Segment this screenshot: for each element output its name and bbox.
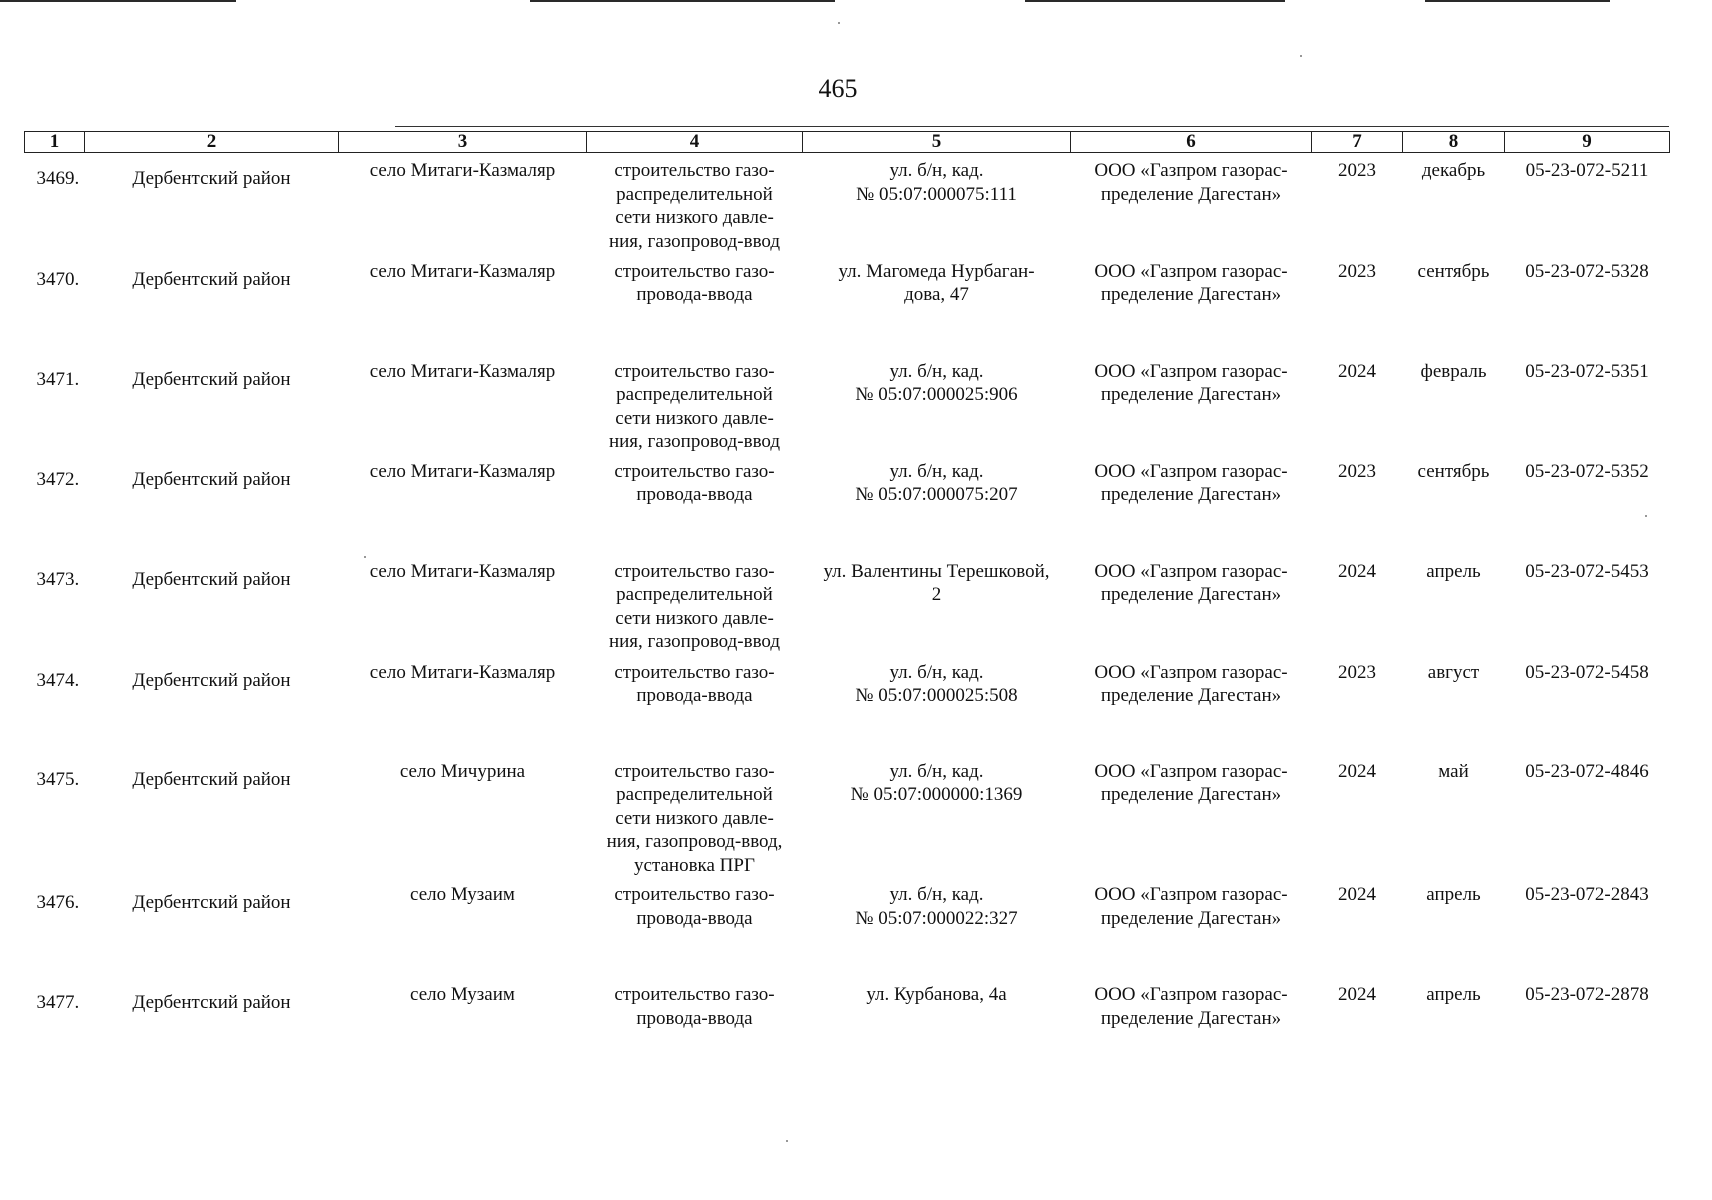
column-header-2: 2	[85, 132, 339, 153]
cell-work-type: строительство газо- распределительной сети низкого давле- ния, газопровод-ввод	[608, 160, 781, 252]
cell-row-number: 3476.	[36, 892, 80, 914]
table-row	[25, 977, 1670, 1077]
cell-row-number: 3475.	[36, 768, 80, 790]
column-header-5: 5	[803, 132, 1071, 153]
cell-organization: ООО «Газпром газорас- пределение Дагестан»	[1094, 760, 1288, 806]
cell-organization: ООО «Газпром газорас- пределение Дагестан»	[1094, 160, 1288, 205]
cell-work-type: строительство газо- провода-ввода	[614, 460, 775, 506]
table-row	[25, 354, 1670, 454]
scan-edge-line	[1425, 0, 1610, 2]
scan-speck	[786, 1140, 788, 1142]
cell-month: сентябрь	[1417, 460, 1490, 482]
column-header-8: 8	[1403, 132, 1505, 153]
cell-month: апрель	[1426, 984, 1481, 1006]
cell-address: ул. Валентины Терешковой, 2	[823, 560, 1050, 606]
cell-work-type: строительство газо- распределительной сети низкого давле- ния, газопровод-ввод	[608, 360, 781, 453]
scan-speck	[364, 556, 366, 558]
column-header-9: 9	[1505, 132, 1670, 153]
cell-code: 05-23-072-2878	[1525, 984, 1649, 1006]
cell-address: ул. Курбанова, 4а	[866, 984, 1007, 1006]
cell-code: 05-23-072-5453	[1525, 560, 1649, 582]
cell-address: ул. б/н, кад. № 05:07:000075:111	[856, 160, 1017, 205]
table-row	[25, 153, 1670, 254]
cell-organization: ООО «Газпром газорас- пределение Дагестан»	[1094, 460, 1288, 506]
cell-address: ул. Магомеда Нурбаган- дова, 47	[838, 260, 1035, 306]
cell-year: 2023	[1338, 260, 1376, 282]
cell-row-number: 3472.	[36, 468, 80, 490]
cell-row-number: 3474.	[36, 669, 80, 691]
cell-address: ул. б/н, кад. № 05:07:000000:1369	[850, 760, 1023, 806]
cell-settlement: село Музаим	[410, 884, 515, 906]
cell-row-number: 3470.	[36, 268, 80, 290]
scan-edge-line	[0, 0, 236, 2]
cell-district: Дербентский район	[132, 892, 291, 914]
column-header-4: 4	[587, 132, 803, 153]
header-top-rule	[395, 126, 1669, 127]
cell-work-type: строительство газо- провода-ввода	[614, 984, 775, 1029]
cell-month: август	[1427, 661, 1480, 683]
scan-edge-line	[1025, 0, 1285, 2]
cell-settlement: село Музаим	[410, 984, 515, 1006]
cell-organization: ООО «Газпром газорас- пределение Дагестан»	[1094, 260, 1288, 306]
cell-row-number: 3469.	[36, 168, 80, 189]
cell-district: Дербентский район	[132, 368, 291, 390]
cell-address: ул. б/н, кад. № 05:07:000025:906	[855, 360, 1018, 406]
cell-settlement: село Мичурина	[399, 760, 526, 782]
cell-work-type: строительство газо- провода-ввода	[614, 661, 775, 707]
cell-year: 2024	[1338, 884, 1376, 906]
cell-settlement: село Митаги-Казмаляр	[369, 260, 556, 282]
cell-settlement: село Митаги-Казмаляр	[369, 661, 556, 683]
scan-speck	[838, 22, 840, 24]
cell-year: 2024	[1338, 984, 1376, 1006]
cell-organization: ООО «Газпром газорас- пределение Дагестан»	[1094, 560, 1288, 606]
cell-code: 05-23-072-5211	[1525, 160, 1649, 181]
page-number: 465	[818, 74, 858, 103]
cell-month: февраль	[1420, 360, 1487, 382]
column-header-1: 1	[25, 132, 85, 153]
table-row	[25, 877, 1670, 977]
cell-settlement: село Митаги-Казмаляр	[369, 460, 556, 482]
cell-year: 2023	[1338, 160, 1376, 181]
cell-year: 2024	[1338, 760, 1376, 782]
table-row	[25, 554, 1670, 655]
cell-district: Дербентский район	[132, 992, 291, 1014]
scan-speck	[1300, 55, 1302, 57]
cell-organization: ООО «Газпром газорас- пределение Дагестан»	[1094, 360, 1288, 406]
cell-settlement: село Митаги-Казмаляр	[369, 160, 556, 181]
cell-code: 05-23-072-5352	[1525, 460, 1649, 482]
scan-edge-line	[530, 0, 835, 2]
column-header-6: 6	[1071, 132, 1312, 153]
cell-address: ул. б/н, кад. № 05:07:000022:327	[855, 884, 1018, 929]
cell-code: 05-23-072-4846	[1525, 760, 1649, 782]
cell-month: декабрь	[1421, 160, 1486, 181]
header-row	[25, 132, 1670, 153]
cell-district: Дербентский район	[132, 268, 291, 290]
cell-row-number: 3473.	[36, 568, 80, 590]
cell-year: 2023	[1338, 661, 1376, 683]
cell-district: Дербентский район	[132, 168, 291, 189]
cell-work-type: строительство газо- провода-ввода	[614, 260, 775, 306]
data-table	[24, 131, 1670, 1077]
cell-organization: ООО «Газпром газорас- пределение Дагестан»	[1094, 984, 1288, 1029]
cell-row-number: 3471.	[36, 368, 80, 390]
cell-year: 2024	[1338, 560, 1376, 582]
cell-year: 2023	[1338, 460, 1376, 482]
cell-month: апрель	[1426, 560, 1481, 582]
cell-year: 2024	[1338, 360, 1376, 382]
cell-month: май	[1438, 760, 1469, 782]
cell-settlement: село Митаги-Казмаляр	[369, 360, 556, 382]
cell-code: 05-23-072-5458	[1525, 661, 1649, 683]
cell-code: 05-23-072-2843	[1525, 884, 1649, 906]
cell-district: Дербентский район	[132, 568, 291, 590]
cell-row-number: 3477.	[36, 992, 80, 1014]
table-row	[25, 754, 1670, 878]
cell-month: сентябрь	[1417, 260, 1490, 282]
cell-code: 05-23-072-5351	[1525, 360, 1649, 382]
table-row	[25, 454, 1670, 554]
table-body	[25, 153, 1670, 1078]
column-header-7: 7	[1312, 132, 1403, 153]
table-row	[25, 254, 1670, 354]
cell-work-type: строительство газо- распределительной сети низкого давле- ния, газопровод-ввод	[608, 560, 781, 653]
cell-work-type: строительство газо- распределительной сети низкого давле- ния, газопровод-ввод, установка ПРГ	[606, 760, 783, 876]
column-header-3: 3	[339, 132, 587, 153]
cell-month: апрель	[1426, 884, 1481, 906]
cell-code: 05-23-072-5328	[1525, 260, 1649, 282]
cell-organization: ООО «Газпром газорас- пределение Дагестан»	[1094, 884, 1288, 929]
cell-district: Дербентский район	[132, 768, 291, 790]
table-row	[25, 655, 1670, 754]
cell-district: Дербентский район	[132, 468, 291, 490]
cell-address: ул. б/н, кад. № 05:07:000025:508	[855, 661, 1018, 707]
cell-address: ул. б/н, кад. № 05:07:000075:207	[855, 460, 1018, 506]
scan-speck	[1645, 515, 1647, 517]
cell-district: Дербентский район	[132, 669, 291, 691]
cell-settlement: село Митаги-Казмаляр	[369, 560, 556, 582]
cell-organization: ООО «Газпром газорас- пределение Дагестан»	[1094, 661, 1288, 707]
cell-work-type: строительство газо- провода-ввода	[614, 884, 775, 929]
